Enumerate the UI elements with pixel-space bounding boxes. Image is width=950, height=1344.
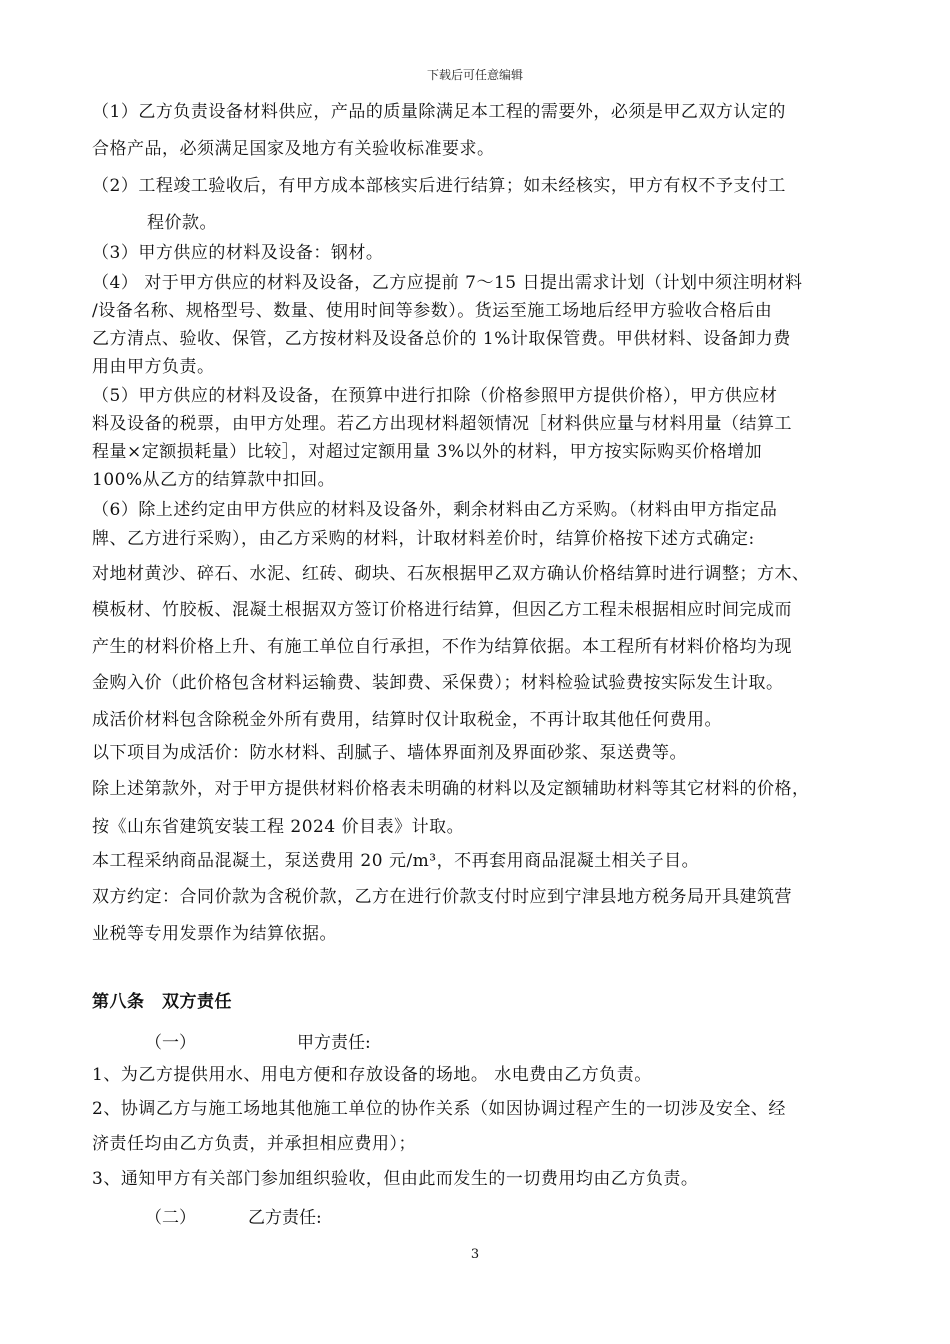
- paragraph-line: 料及设备的税票，由甲方处理。若乙方出现材料超领情况［材料供应量与材料用量（结算工: [92, 414, 792, 434]
- paragraph-line: （6）除上述约定由甲方供应的材料及设备外，剩余材料由乙方采购。（材料由甲方指定品: [92, 500, 778, 520]
- paragraph-line: 按《山东省建筑安装工程 2024 价目表》计取。: [92, 817, 465, 837]
- paragraph-line: 100%从乙方的结算款中扣回。: [92, 470, 336, 490]
- paragraph-line: 牌、乙方进行采购），由乙方采购的材料，计取材料差价时，结算价格按下述方式确定:: [92, 529, 755, 549]
- paragraph-line: 除上述第款外，对于甲方提供材料价格表未明确的材料以及定额辅助材料等其它材料的价格，: [92, 779, 810, 799]
- section-heading: 第八条 双方责任: [92, 992, 232, 1012]
- subsection-title: 甲方责任:: [297, 1033, 371, 1053]
- paragraph-line: （3）甲方供应的材料及设备：钢材。: [92, 243, 384, 263]
- list-item: 1、为乙方提供用水、用电方便和存放设备的场地。 水电费由乙方负责。: [92, 1065, 652, 1085]
- paragraph-line: （5）甲方供应的材料及设备，在预算中进行扣除（价格参照甲方提供价格），甲方供应材: [92, 386, 778, 406]
- page-number: 3: [470, 1247, 480, 1262]
- paragraph-line: 以下项目为成活价：防水材料、刮腻子、墙体界面剂及界面砂浆、泵送费等。: [92, 743, 687, 763]
- paragraph-line: 成活价材料包含除税金外所有费用，结算时仅计取税金，不再计取其他任何费用。: [92, 710, 722, 730]
- subsection-title: 乙方责任:: [248, 1208, 322, 1228]
- paragraph-line: 业税等专用发票作为结算依据。: [92, 924, 337, 944]
- list-item: 2、协调乙方与施工场地其他施工单位的协作关系（如因协调过程产生的一切涉及安全、经: [92, 1099, 786, 1119]
- paragraph-line: 金购入价（此价格包含材料运输费、装卸费、采保费）；材料检验试验费按实际发生计取。: [92, 673, 784, 693]
- paragraph-line: 程价款。: [147, 213, 217, 233]
- paragraph-line: 用由甲方负责。: [92, 357, 215, 377]
- paragraph-line: 乙方清点、验收、保管，乙方按材料及设备总价的 1%计取保管费。甲供材料、设备卸力费: [92, 329, 791, 349]
- paragraph-line: 程量×定额损耗量）比较］，对超过定额用量 3%以外的材料，甲方按实际购买价格增加: [92, 442, 763, 462]
- paragraph-line: 本工程采纳商品混凝土，泵送费用 20 元/m³，不再套用商品混凝土相关子目。: [92, 851, 700, 871]
- paragraph-line: 产生的材料价格上升、有施工单位自行承担，不作为结算依据。本工程所有材料价格均为现: [92, 637, 792, 657]
- list-item: 济责任均由乙方负责，并承担相应费用）；: [92, 1134, 416, 1154]
- page-header: 下载后可任意编辑: [426, 68, 523, 82]
- paragraph-line: （4） 对于甲方供应的材料及设备，乙方应提前 7～15 日提出需求计划（计划中须注明材料: [92, 273, 803, 293]
- paragraph-line: /设备名称、规格型号、数量、使用时间等参数）。货运至施工场地后经甲方验收合格后由: [92, 301, 773, 321]
- paragraph-line: 对地材黄沙、碎石、水泥、红砖、砌块、石灰根据甲乙双方确认价格结算时进行调整；方木、: [92, 564, 810, 584]
- paragraph-line: （1）乙方负责设备材料供应，产品的质量除满足本工程的需要外，必须是甲乙双方认定的: [92, 102, 786, 122]
- paragraph-line: 模板材、竹胶板、混凝土根据双方签订价格进行结算，但因乙方工程未根据相应时间完成而: [92, 600, 792, 620]
- subsection-mark: （一）: [145, 1033, 196, 1053]
- paragraph-line: 合格产品，必须满足国家及地方有关验收标准要求。: [92, 139, 495, 159]
- subsection-mark: （二）: [145, 1208, 196, 1228]
- paragraph-line: 双方约定：合同价款为含税价款，乙方在进行价款支付时应到宁津县地方税务局开具建筑营: [92, 887, 792, 907]
- paragraph-line: （2）工程竣工验收后，有甲方成本部核实后进行结算；如未经核实，甲方有权不予支付工: [92, 176, 786, 196]
- list-item: 3、通知甲方有关部门参加组织验收，但由此而发生的一切费用均由乙方负责。: [92, 1169, 699, 1189]
